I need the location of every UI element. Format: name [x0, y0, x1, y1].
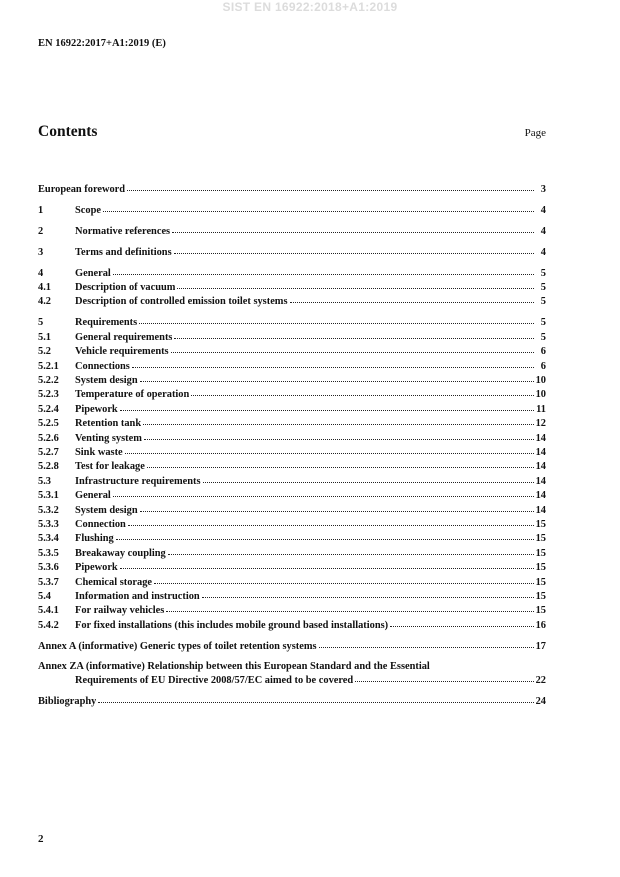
toc-entry-title: Pipework: [75, 562, 118, 574]
leader-dots: [174, 244, 534, 254]
leader-dots: [390, 617, 533, 627]
toc-entry-title: System design: [75, 374, 138, 386]
toc-entry-page: 5: [540, 296, 546, 308]
toc-entry-title: Terms and definitions: [75, 246, 172, 258]
toc-entry-page: 10: [535, 389, 546, 401]
toc-entry[interactable]: [38, 344, 546, 358]
toc-entry[interactable]: [38, 402, 546, 416]
page-number: 2: [38, 833, 44, 845]
leader-dots: [128, 516, 534, 526]
toc-entry-title-line2: Requirements of EU Directive 2008/57/EC aimed to be covered: [75, 675, 354, 687]
toc-entry-page: 10: [535, 374, 546, 386]
toc-entry[interactable]: [38, 488, 546, 502]
toc-entry-number: 5.2.1: [38, 360, 59, 372]
leader-dots: [177, 279, 534, 289]
toc-entry-annex-za[interactable]: [38, 660, 546, 688]
leader-dots: [319, 638, 534, 648]
leader-dots: [127, 181, 534, 191]
toc-entry[interactable]: [38, 315, 546, 329]
toc-entry[interactable]: [38, 359, 546, 373]
toc-entry-page: 14: [535, 504, 546, 516]
toc-entry-title: Infrastructure requirements: [75, 475, 201, 487]
toc-entry-title: Requirements: [75, 317, 138, 329]
leader-dots: [144, 430, 534, 440]
toc-entry[interactable]: [38, 589, 546, 603]
toc-entry-page: 6: [540, 360, 546, 372]
leader-dots: [191, 386, 533, 396]
toc-entry-title: Connection: [75, 519, 126, 531]
toc-entry-page: 5: [540, 282, 546, 294]
toc-entry[interactable]: [38, 203, 546, 217]
toc-entry-title: Information and instruction: [75, 591, 200, 603]
toc-entry-title: Bibliography: [38, 696, 97, 707]
toc-entry[interactable]: [38, 459, 546, 473]
toc-entry-number: 1: [38, 204, 44, 216]
leader-dots: [171, 343, 534, 353]
toc-entry[interactable]: [38, 531, 546, 545]
toc-entry-number: 5.2: [38, 346, 51, 358]
leader-dots: [125, 444, 534, 454]
toc-entry-number: 5.3.1: [38, 490, 59, 502]
toc-entry-number: 2: [38, 225, 44, 237]
toc-entry[interactable]: [38, 224, 546, 238]
toc-entry[interactable]: [38, 546, 546, 560]
leader-dots: [103, 202, 534, 212]
table-of-contents: [38, 182, 546, 708]
toc-entry-number: 5.4.1: [38, 605, 59, 617]
leader-dots: [113, 265, 534, 275]
leader-dots: [290, 293, 534, 303]
leader-dots: [120, 559, 534, 569]
toc-entry-number: 5.1: [38, 331, 51, 343]
toc-entry-title: General requirements: [75, 331, 173, 343]
toc-entry-page: 14: [535, 461, 546, 473]
toc-entry-number: 5.3.2: [38, 504, 59, 516]
toc-entry[interactable]: [38, 503, 546, 517]
toc-entry-title: Normative references: [75, 225, 171, 237]
toc-entry-page: 17: [535, 640, 546, 652]
toc-entry-title: Scope: [75, 204, 101, 216]
toc-entry[interactable]: [38, 431, 546, 445]
toc-entry-title: Annex A (informative) Generic types of toilet retention systems: [38, 640, 317, 652]
toc-entry-number: 5.3.4: [38, 533, 59, 545]
toc-entry-page: 15: [535, 605, 546, 617]
leader-dots: [203, 473, 534, 483]
leader-dots: [355, 672, 533, 682]
toc-entry[interactable]: [38, 294, 546, 308]
toc-entry-page: 5: [540, 267, 546, 279]
toc-entry[interactable]: [38, 445, 546, 459]
toc-entry-title: General: [75, 267, 111, 279]
leader-dots: [166, 602, 533, 612]
toc-entry-number: 4.1: [38, 282, 51, 294]
toc-entry-page: 15: [535, 547, 546, 559]
toc-entry-number: 5.3.5: [38, 547, 59, 559]
toc-entries-list: [38, 203, 546, 632]
toc-entry-title: Temperature of operation: [75, 389, 190, 401]
toc-entry-page: 4: [540, 246, 546, 258]
toc-entry-number: 5.3: [38, 475, 51, 487]
leader-dots: [202, 588, 534, 598]
toc-entry-number: 5.2.8: [38, 461, 59, 473]
toc-entry-page: 3: [540, 184, 546, 195]
toc-entry[interactable]: [38, 603, 546, 617]
page-column-label: Page: [524, 127, 546, 139]
toc-entry-number: 5.3.6: [38, 562, 59, 574]
leader-dots: [147, 458, 534, 468]
toc-entry-title: Retention tank: [75, 418, 142, 430]
toc-entry-title: Sink waste: [75, 447, 123, 458]
leader-dots: [120, 401, 534, 411]
toc-entry-page: 5: [540, 331, 546, 343]
leader-dots: [139, 314, 534, 324]
toc-entry[interactable]: [38, 517, 546, 531]
toc-entry-number: 3: [38, 246, 44, 258]
toc-entry-number: 4.2: [38, 296, 51, 308]
leader-dots: [132, 358, 534, 368]
leader-dots: [116, 530, 534, 540]
toc-entry-number: 5.2.7: [38, 447, 59, 458]
toc-entry-number: 5.2.5: [38, 418, 59, 430]
toc-entry[interactable]: [38, 618, 546, 632]
toc-entry-number: 4: [38, 267, 44, 279]
toc-entry[interactable]: [38, 387, 546, 401]
toc-entry-page: 12: [535, 418, 546, 430]
toc-entry-page: 14: [535, 490, 546, 502]
toc-entry-title: Venting system: [75, 432, 142, 444]
toc-entry-page: 14: [535, 432, 546, 444]
document-id-header: EN 16922:2017+A1:2019 (E): [38, 38, 166, 49]
toc-entry-number: 5.4.2: [38, 619, 59, 631]
toc-entry-page: 16: [535, 619, 546, 631]
toc-entry[interactable]: [38, 474, 546, 488]
toc-entry-title: Vehicle requirements: [75, 346, 169, 358]
toc-entry-page: 5: [540, 317, 546, 329]
watermark: SIST EN 16922:2018+A1:2019: [222, 0, 398, 14]
toc-entry-page: 6: [540, 346, 546, 358]
toc-entry[interactable]: [38, 373, 546, 387]
leader-dots: [98, 693, 533, 703]
toc-entry-title: Connections: [75, 360, 130, 372]
toc-entry-title: System design: [75, 504, 138, 516]
toc-entry[interactable]: [38, 575, 546, 589]
toc-entry-page: 24: [535, 696, 546, 707]
toc-entry[interactable]: [38, 280, 546, 294]
toc-entry-page: 15: [535, 576, 546, 588]
toc-entry-title: Description of controlled emission toilet systems: [75, 296, 288, 308]
toc-entry-title: Chemical storage: [75, 576, 153, 588]
toc-entry-page: 15: [535, 562, 546, 574]
toc-entry-number: 5.2.4: [38, 403, 59, 415]
toc-entry-title: Flushing: [75, 533, 114, 545]
toc-entry-title: Pipework: [75, 403, 118, 415]
leader-dots: [113, 487, 534, 497]
toc-entry-number: 5: [38, 317, 44, 329]
leader-dots: [140, 372, 534, 382]
toc-entry-annex-a[interactable]: [38, 639, 546, 653]
toc-entry-page: 11: [536, 403, 546, 415]
toc-entry-title: General: [75, 490, 111, 502]
leader-dots: [154, 574, 534, 584]
contents-heading: Contents: [38, 123, 98, 140]
leader-dots: [143, 415, 534, 425]
toc-entry-european-foreword[interactable]: [38, 182, 546, 196]
toc-entry-title: For railway vehicles: [75, 605, 165, 617]
toc-entry-number: 5.2.6: [38, 432, 59, 444]
toc-entry[interactable]: [38, 330, 546, 344]
toc-entry-number: 5.2.2: [38, 374, 59, 386]
toc-entry[interactable]: [38, 266, 546, 280]
toc-entry-page: 14: [535, 447, 546, 458]
toc-entry-page: 22: [535, 675, 546, 687]
toc-entry-title-line1: Annex ZA (informative) Relationship between this European Standard and the Essential: [38, 660, 430, 672]
toc-entry-page: 15: [535, 519, 546, 531]
leader-dots: [174, 329, 534, 339]
toc-entry-number: 5.3.3: [38, 519, 59, 531]
leader-dots: [168, 545, 534, 555]
leader-dots: [172, 223, 534, 233]
toc-entry-page: 4: [540, 204, 546, 216]
toc-entry-page: 14: [535, 475, 546, 487]
toc-entry-page: 4: [540, 225, 546, 237]
toc-entry-number: 5.3.7: [38, 576, 59, 588]
toc-entry[interactable]: [38, 245, 546, 259]
toc-entry-title: Breakaway coupling: [75, 547, 166, 559]
toc-entry-title: For fixed installations (this includes mobile ground based installations): [75, 619, 389, 631]
toc-entry-bibliography[interactable]: [38, 694, 546, 708]
toc-entry-page: 15: [535, 591, 546, 603]
toc-entry[interactable]: [38, 416, 546, 430]
toc-entry-number: 5.2.3: [38, 389, 59, 401]
toc-entry-title: European foreword: [38, 184, 126, 195]
toc-entry-title: Test for leakage: [75, 461, 145, 473]
leader-dots: [140, 502, 534, 512]
toc-entry-title: Description of vacuum: [75, 282, 176, 294]
toc-entry[interactable]: [38, 560, 546, 574]
toc-entry-page: 15: [535, 533, 546, 545]
toc-entry-number: 5.4: [38, 591, 51, 603]
